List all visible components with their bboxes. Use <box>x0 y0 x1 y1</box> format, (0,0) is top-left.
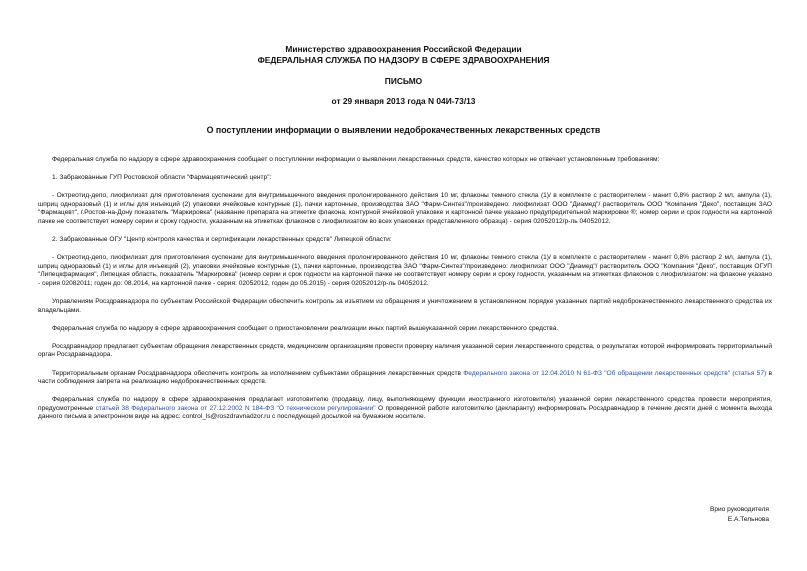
document-title: О поступлении информации о выявлении недоброкачественных лекарственных средств <box>206 125 601 135</box>
paragraph-rejected-2: 2. Забракованные ОГУ "Центр контроля качества и сертификации лекарственных средств" Липецкой области: <box>52 236 392 244</box>
signature-position: Врио руководителя <box>709 506 769 513</box>
paragraph-territorial-text-a: Территориальным органам Росздравнадзора обеспечить контроль за исполнением субъектами обращения лекарственных средств <box>52 369 464 377</box>
document-type: ПИСЬМО <box>384 76 423 86</box>
document-date-number: от 29 января 2013 года N 04И-73/13 <box>331 96 476 106</box>
ministry-name: Министерство здравоохранения Российской Федерации <box>285 44 522 54</box>
signature-block <box>710 505 769 525</box>
paragraph-territorial <box>38 370 772 387</box>
document-header <box>0 44 807 66</box>
paragraph-check: Росздравнадзор предлагает субъектам обращения лекарственных средств, медицинским организациям провести проверку наличия указанной серии лекарственного средства, о результатах которой информировать территориальный орган Росздравнадзора. <box>38 342 772 359</box>
paragraph-rejected-1: 1. Забракованные ГУП Ростовской области "Фармацевтический центр": <box>52 174 272 182</box>
article-57-link[interactable]: (статья 57) <box>732 369 767 377</box>
service-name: ФЕДЕРАЛЬНАЯ СЛУЖБА ПО НАДЗОРУ В СФЕРЕ ЗДРАВООХРАНЕНИЯ <box>257 55 550 65</box>
document-body <box>38 156 772 431</box>
signature-name: Е.А.Тельнова <box>727 516 769 523</box>
paragraph-drug-1: - Октреотид-депо, лиофилизат для приготовления суспензии для внутримышечного введения пролонгированного действия 10 мг, флаконы темного стекла (1)/ в комплекте с растворителем - манит 0,8% раствор 2 мл, ампула (1), шприц одноразовый (1) и иглы для инъекций (2) упаковки ячейковые контурные (1), пачки картонные, производства ЗАО "Фарм-Синтез"/произведено: лиофилизат ООО "Диамед"/ растворитель ООО "Компания "Деко", поставщик ЗАО "Фармацевт", г.Ростов-на-Дону показатель "Маркировка" (название препарата на этикетке флакона, контурной ячейковой упаковке и картонной пачке указано предупредительной маркировки ®; номер серии и срок годности на картонной пачке не соответствует номеру серии и сроку годности, указанным на этикетках флаконов с лиофилизатом во всех упаковках представленного образца) - серия 02052012/р-ль 04052012. <box>38 192 772 225</box>
paragraph-manufacturer <box>38 396 772 422</box>
paragraph-manufacturer-text-b: О проведенной работе изготовителю (декларанту) информировать Росздравнадзор в течение десяти дней с момента выхода данного письма в электронном виде на адрес: control_ls@roszdravnadzor.ru с последующей досылкой на бумажном носителе. <box>38 404 773 421</box>
paragraph-intro: Федеральная служба по надзору в сфере здравоохранения сообщает о поступлении информации о выявлении лекарственных средств, качество которых не отвечает установленным требованиям: <box>52 156 660 163</box>
paragraph-territorial-text-c: в части соблюдения запрета на реализацию недоброкачественных средств. <box>38 369 772 386</box>
law-61-fz-link[interactable]: Федерального закона от 12.04.2010 N 61-ФЗ "Об обращении лекарственных средств" <box>463 369 731 377</box>
paragraph-manufacturer-text-a: Федеральная служба по надзору в сфере здравоохранения предлагает изготовителю (продавцу, лицу, выполняющему функции иностранного изготовителя) указанной серии лекарственного средства провести мероприятия, предусмотренные <box>38 396 772 412</box>
paragraph-suspension: Федеральная служба по надзору в сфере здравоохранения сообщает о приостановлении реализации иных партий вышеуказанной серии лекарственного средства. <box>52 324 559 332</box>
paragraph-drug-2: - Октреотид-депо, лиофилизат для приготовления суспензии для внутримышечного введения пролонгированного действия 10 мг, флаконы темного стекла (1)/ в комплекте с растворителем - манит 0,8% раствор 2 мл, ампула (1), шприц одноразовый (1) и иглы для инъекций (2), упаковки ячейковые контурные (1), пачки картонные, производства ЗАО "Фарм-Синтез"/произведено: лиофилизат ООО "Диамед"/ растворитель ООО "Компания "Деко", поставщик ОГУП "Липецкфармация", Липецкая область, показатель "Маркировка" (номер серии и срок годности на картонной пачке не соответствует номеру серии и сроку годности, указанным на этикетках флаконов с лиофилизатом: на флаконе указано - серия 02082011; годен до: 08.2014, на картонной пачке - серия: 02052012, годен до 05.2015) - серия 02052012/р-ль 04052012. <box>38 254 772 287</box>
article-38-link[interactable]: статьей 38 Федерального закона от 27.12.2002 N 184-ФЗ "О техническом регулировании" <box>95 404 376 412</box>
paragraph-control: Управлениям Росздравнадзора по субъектам Российской Федерации обеспечить контроль за изъятием из обращения и уничтожением в установленном порядке указанных партий недоброкачественного лекарственного средства их владельцами. <box>38 298 772 314</box>
